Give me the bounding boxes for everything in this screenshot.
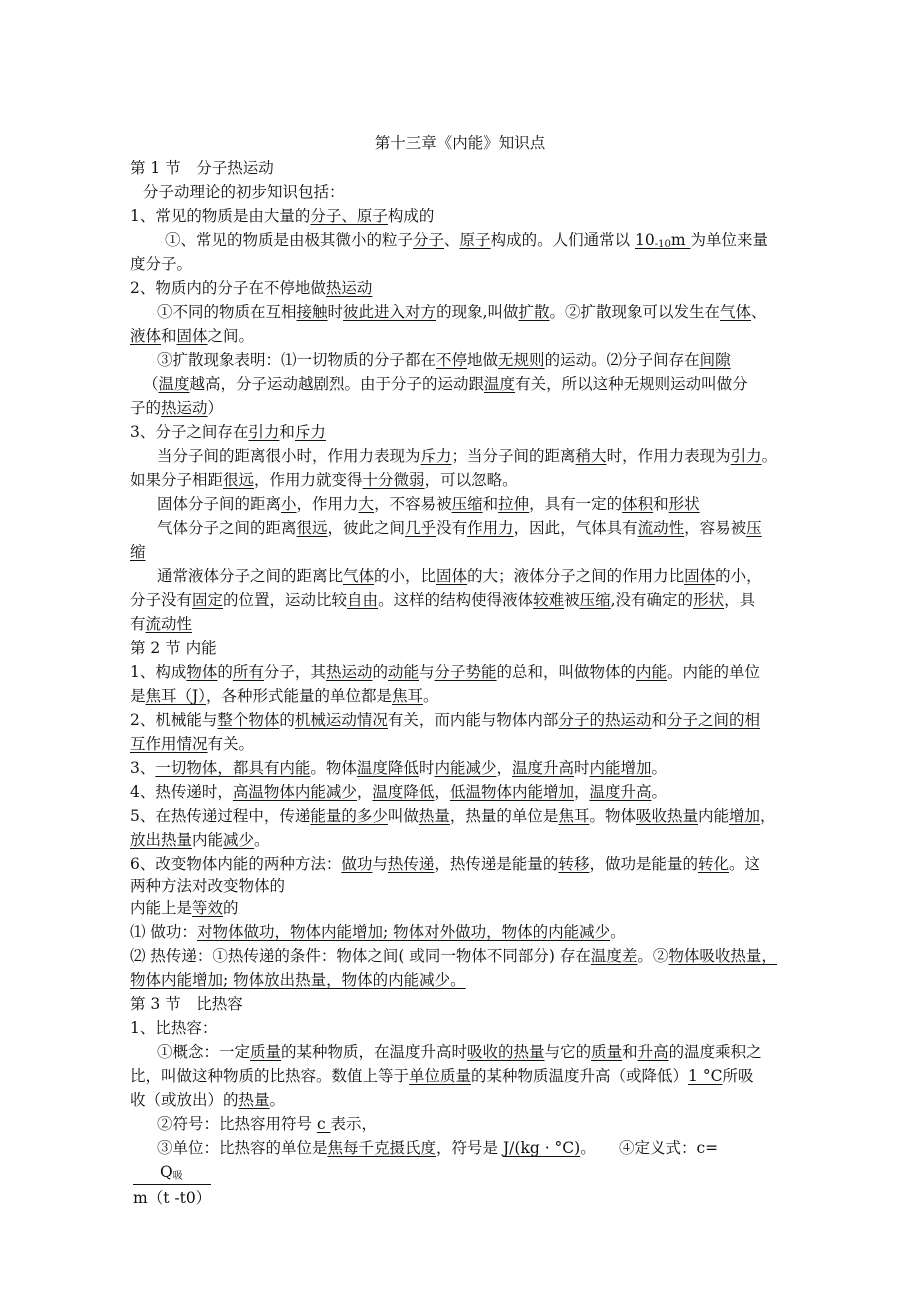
- paragraph-2-5: 5、在热传递过程中，传递能量的多少叫做热量，热量的单位是焦耳。物体吸收热量内能增加，: [130, 807, 776, 825]
- paragraph-1-3-3-cont: 缩: [130, 543, 146, 561]
- paragraph-2-8: ⑵ 热传递：①热传递的条件：物体之间( 或同一物体不同部分) 存在温度差。②物体吸收热量，: [130, 947, 777, 965]
- paragraph-1-3-4-cont: 分子没有固定的位置，运动比较自由。这样的结构使得液体较难被压缩,没有确定的形状，具: [130, 591, 756, 609]
- formula-fraction-bar: [133, 1184, 211, 1185]
- paragraph-3-1-1: ①概念：一定质量的某种物质，在温度升高时吸收的热量与它的质量和升高的温度乘积之: [157, 1043, 762, 1061]
- paragraph-2-1-cont: 是焦耳（J），各种形式能量的单位都是焦耳。: [130, 687, 439, 705]
- paragraph-2-1: 1、构成物体的所有分子，其热运动的动能与分子势能的总和，叫做物体的内能。内能的单位: [130, 663, 761, 681]
- paragraph-2-8-cont: 物体内能增加; 物体放出热量，物体的内能减少。: [130, 971, 466, 989]
- paragraph-3-1-1-cont2: 收（或放出）的热量。: [130, 1091, 286, 1109]
- paragraph-1-3-1: 当分子间的距离很小时，作用力表现为斥力；当分子间的距离稍大时，作用力表现为引力。: [157, 447, 778, 465]
- paragraph-3-1-1-cont: 比，叫做这种物质的比热容。数值上等于单位质量的某种物质温度升高（或降低）1 °C所吸: [130, 1067, 754, 1085]
- paragraph-1-3-4: 通常液体分子之间的距离比气体的小，比固体的大；液体分子之间的作用力比固体的小，: [157, 567, 762, 585]
- paragraph-1-2-3: ③扩散现象表明：⑴一切物质的分子都在不停地做无规则的运动。⑵分子间存在间隙: [157, 351, 731, 369]
- paragraph-2-3: 3、一切物体，都具有内能。物体温度降低时内能减少，温度升高时内能增加。: [130, 759, 668, 777]
- paragraph-1-2-1: ①不同的物质在互相接触时彼此进入对方的现象,叫做扩散。②扩散现象可以发生在气体、: [157, 303, 767, 321]
- paragraph-1-1-1: ①、常见的物质是由极其微小的粒子分子、原子构成的。人们通常以 $10_{-10}m$ 为单位来量: [165, 231, 768, 250]
- paragraph-1-3-4-cont2: 有流动性: [130, 615, 193, 633]
- paragraph-1-3-1-cont: 如果分子相距很远，作用力就变得十分微弱，可以忽略。: [130, 471, 518, 489]
- section-2-heading: 第 2 节 内能: [130, 639, 217, 657]
- paragraph-2-6-cont2: 内能上是等效的: [130, 899, 239, 917]
- section-1-intro: 分子动理论的初步知识包括：: [143, 183, 345, 201]
- paragraph-2-7: ⑴ 做功：对物体做功，物体内能增加; 物体对外做功，物体的内能减少。: [130, 923, 626, 941]
- formula-numerator: $Q_吸$: [160, 1163, 183, 1182]
- paragraph-1-2: 2、物质内的分子在不停地做热运动: [130, 279, 373, 297]
- paragraph-2-5-cont: 放出热量内能减少。: [130, 831, 270, 849]
- section-1-heading: 第 1 节 分子热运动: [130, 159, 274, 177]
- paragraph-2-4: 4、热传递时，高温物体内能减少，温度降低，低温物体内能增加，温度升高。: [130, 783, 667, 801]
- paragraph-1-2-3-cont2: 子的热运动）: [130, 399, 224, 417]
- paragraph-3-1-2: ②符号：比热容用符号 c 表示，: [157, 1115, 378, 1133]
- paragraph-2-2: 2、机械能与整个物体的机械运动情况有关，而内能与物体内部分子的热运动和分子之间的相: [130, 711, 760, 729]
- paragraph-2-6-cont: 两种方法对改变物体的: [130, 877, 286, 895]
- paragraph-1-3: 3、分子之间存在引力和斥力: [130, 423, 326, 441]
- paragraph-3-1: 1、比热容：: [130, 1019, 218, 1037]
- paragraph-3-1-3: ③单位：比热容的单位是焦每千克摄氏度，符号是 J/(kg · °C)。 ④定义式：c=: [157, 1139, 719, 1157]
- section-3-heading: 第 3 节 比热容: [130, 995, 243, 1013]
- paragraph-1-2-1-cont: 液体和固体之间。: [130, 327, 255, 345]
- paragraph-1-1: 1、常见的物质是由大量的分子、原子构成的: [130, 207, 435, 225]
- paragraph-1-3-2: 固体分子间的距离小，作用力大，不容易被压缩和拉伸，具有一定的体积和形状: [157, 495, 700, 513]
- paragraph-2-2-cont: 互作用情况有关。: [130, 735, 255, 753]
- paragraph-1-2-3-cont: （温度越高，分子运动越剧烈。由于分子的运动跟温度有关，所以这种无规则运动叫做分: [143, 375, 748, 393]
- paragraph-1-1-1-cont: 度分子。: [130, 255, 193, 273]
- formula-denominator: m（t -t0）: [133, 1189, 212, 1207]
- paragraph-2-6: 6、改变物体内能的两种方法：做功与热传递，热传递是能量的转移，做功是能量的转化。这: [130, 855, 760, 873]
- paragraph-1-3-3: 气体分子之间的距离很远，彼此之间几乎没有作用力，因此，气体具有流动性，容易被压: [157, 519, 762, 537]
- page-title: 第十三章《内能》知识点: [374, 134, 546, 152]
